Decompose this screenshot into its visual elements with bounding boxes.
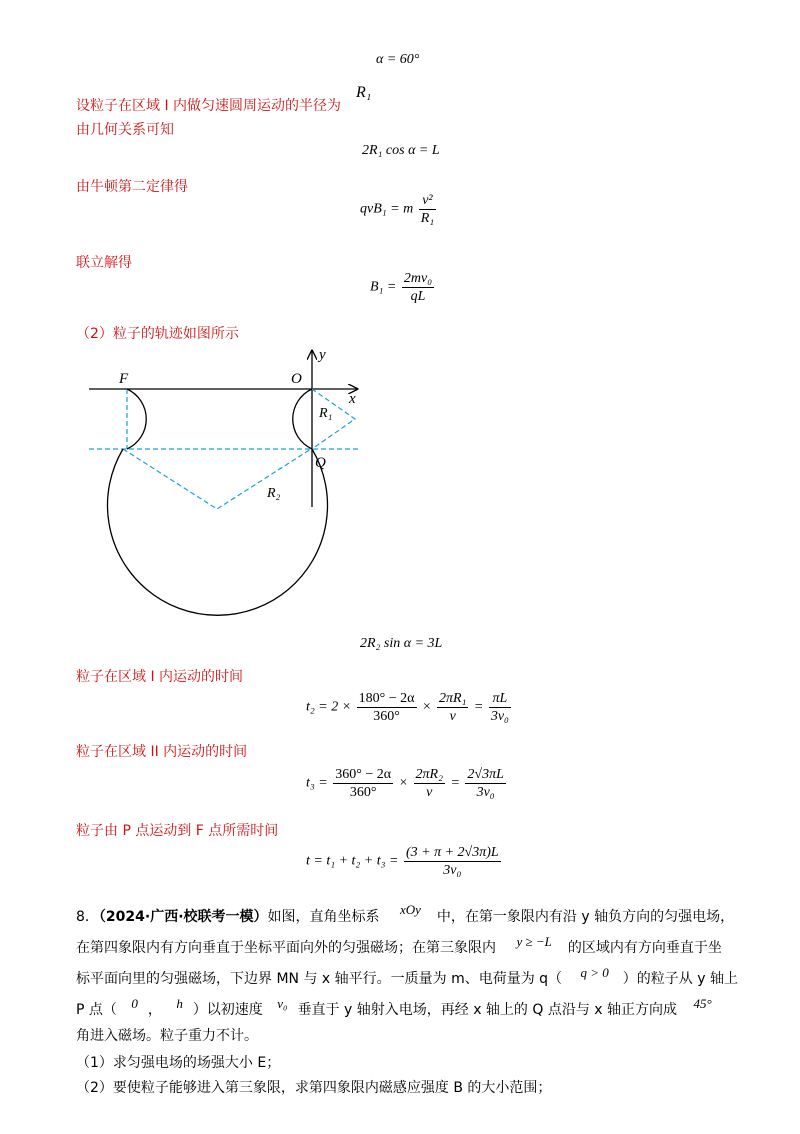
comma: ， xyxy=(147,1002,162,1018)
eq-t2-frac-2 xyxy=(437,690,468,725)
text-total: 粒子由 P 点运动到 F 点所需时间 xyxy=(76,823,279,839)
problem-text-2a: 在第四象限内有方向垂直于坐标平面向外的匀强磁场；在第三象限内 xyxy=(76,940,496,956)
r2-dashed-radius xyxy=(123,449,311,509)
text-time-1: 粒子在区域 I 内运动的时间 xyxy=(76,669,244,685)
trajectory-diagram xyxy=(85,345,375,635)
symbol-r1: R₁ xyxy=(356,84,372,101)
symbol-45-degrees: 45° xyxy=(693,996,712,1011)
symbol-h: h xyxy=(176,996,183,1011)
eq-t2-frac-2-den: v xyxy=(449,709,456,724)
problem-text-1a: 如图，直角坐标系 xyxy=(267,909,380,925)
eq-t2-lhs: t₂ = 2 × xyxy=(306,699,352,715)
eq-t2-equals: = xyxy=(473,699,484,715)
eq-t2-frac-3 xyxy=(489,690,511,725)
eq-t3-frac-1-den: 360° xyxy=(349,785,377,800)
eq-t3 xyxy=(306,766,508,801)
eq-total-den: 3v₀ xyxy=(443,863,462,878)
eq-t2-frac-2-num: 2πR₁ xyxy=(438,691,467,706)
label-y: y xyxy=(319,347,326,363)
question-2: （2）要使粒子能够进入第三象限，求第四象限内磁感应强度 B 的大小范围； xyxy=(76,1080,552,1096)
problem-source: （2024·广西·校联考一模） xyxy=(98,909,268,925)
eq-newton-frac xyxy=(419,192,436,227)
eq-t2-frac-3-num: πL xyxy=(489,690,511,708)
problem-8-line-3 xyxy=(76,965,738,988)
eq-total-lhs: t = t₁ + t₂ + t₃ = xyxy=(306,853,399,869)
arc-region-1-left xyxy=(127,389,146,449)
problem-text-4b: ）以初速度 xyxy=(192,1002,263,1018)
eq-b1-lhs: B₁ = xyxy=(370,279,397,295)
eq-t3-frac-2-num: 2πR₂ xyxy=(415,767,443,782)
question-1: （1）求匀强电场的场强大小 E； xyxy=(76,1055,281,1071)
label-f: F xyxy=(119,371,129,387)
label-r2: R₂ xyxy=(267,486,281,501)
symbol-y-condition: y ≥ −L xyxy=(516,934,552,949)
text-newton: 由牛顿第二定律得 xyxy=(76,179,188,195)
eq-t3-frac-3-den: 3v₀ xyxy=(476,785,495,800)
eq-t2-frac-1-den: 360° xyxy=(373,709,400,724)
eq-alpha: α = 60° xyxy=(376,52,420,67)
eq-b1-frac xyxy=(402,270,434,305)
problem-text-2b: 的区域内有方向垂直于坐 xyxy=(567,940,722,956)
eq-t3-lhs: t₃ = xyxy=(306,775,328,791)
eq-t2 xyxy=(306,690,513,725)
eq-t3-frac-3 xyxy=(465,766,505,801)
eq-t3-equals: = xyxy=(450,775,460,791)
eq-total-num: (3 + π + 2√3π)L xyxy=(405,845,499,860)
problem-number: 8． xyxy=(76,909,99,925)
eq-t3-times: × xyxy=(398,775,409,791)
label-r1: R₁ xyxy=(319,406,333,421)
arc-region-2 xyxy=(107,449,327,615)
eq-newton xyxy=(360,192,438,227)
symbol-q-condition: q > 0 xyxy=(580,965,609,980)
problem-8-line-1 xyxy=(76,902,735,926)
problem-text-3b: ）的粒子从 y 轴上 xyxy=(622,971,738,987)
text-radius: 设粒子在区域 I 内做匀速圆周运动的半径为 xyxy=(76,98,342,114)
problem-text-4a: P 点（ xyxy=(76,1002,117,1018)
eq-t2-frac-1 xyxy=(357,690,417,725)
eq-geometry: 2R₁ cos α = L xyxy=(362,143,440,158)
eq-newton-num: v² xyxy=(419,192,436,210)
eq-t2-frac-1-num: 180° − 2α xyxy=(358,691,415,706)
label-o: O xyxy=(291,371,302,387)
eq-t3-frac-1 xyxy=(333,766,393,801)
eq-b1-den: qL xyxy=(410,289,426,304)
eq-t3-frac-2 xyxy=(414,766,445,801)
symbol-v0: v₀ xyxy=(277,996,288,1011)
eq-newton-den: R₁ xyxy=(420,211,435,226)
arc-region-1-right xyxy=(293,389,312,449)
text-time-2: 粒子在区域 II 内运动的时间 xyxy=(76,744,248,760)
eq-newton-lhs: qvB₁ = m xyxy=(360,201,414,217)
problem-text-4c: 垂直于 y 轴射入电场，再经 x 轴上的 Q 点沿与 x 轴正方向成 xyxy=(297,1002,678,1018)
eq-t2-frac-3-den: 3v₀ xyxy=(490,709,509,724)
problem-8-line-4 xyxy=(76,996,712,1019)
eq-t3-frac-2-den: v xyxy=(426,785,433,800)
label-x: x xyxy=(349,391,356,407)
eq-t3-frac-3-num: 2√3πL xyxy=(467,767,504,782)
eq-r2: 2R₂ sin α = 3L xyxy=(360,636,443,651)
eq-total-frac xyxy=(404,844,501,879)
problem-text-1b: 中，在第一象限内有沿 y 轴负方向的匀强电场， xyxy=(436,909,735,925)
symbol-xoy: xOy xyxy=(399,902,421,917)
problem-8-line-2 xyxy=(76,934,722,957)
text-part2: （2）粒子的轨迹如图所示 xyxy=(76,326,239,342)
text-solve: 联立解得 xyxy=(76,255,132,271)
symbol-zero: 0 xyxy=(131,996,138,1011)
problem-text-3a: 标平面向里的匀强磁场，下边界 MN 与 x 轴平行。一质量为 m、电荷量为 q（ xyxy=(76,971,563,987)
label-q: Q xyxy=(315,455,326,471)
eq-b1-num: 2mv₀ xyxy=(403,271,433,286)
problem-8-line-5: 角进入磁场。粒子重力不计。 xyxy=(76,1028,258,1044)
eq-t2-times: × xyxy=(422,699,432,715)
text-geometry: 由几何关系可知 xyxy=(76,122,174,138)
eq-t3-frac-1-num: 360° − 2α xyxy=(335,767,392,782)
eq-b1 xyxy=(370,270,436,305)
eq-total xyxy=(306,844,503,879)
